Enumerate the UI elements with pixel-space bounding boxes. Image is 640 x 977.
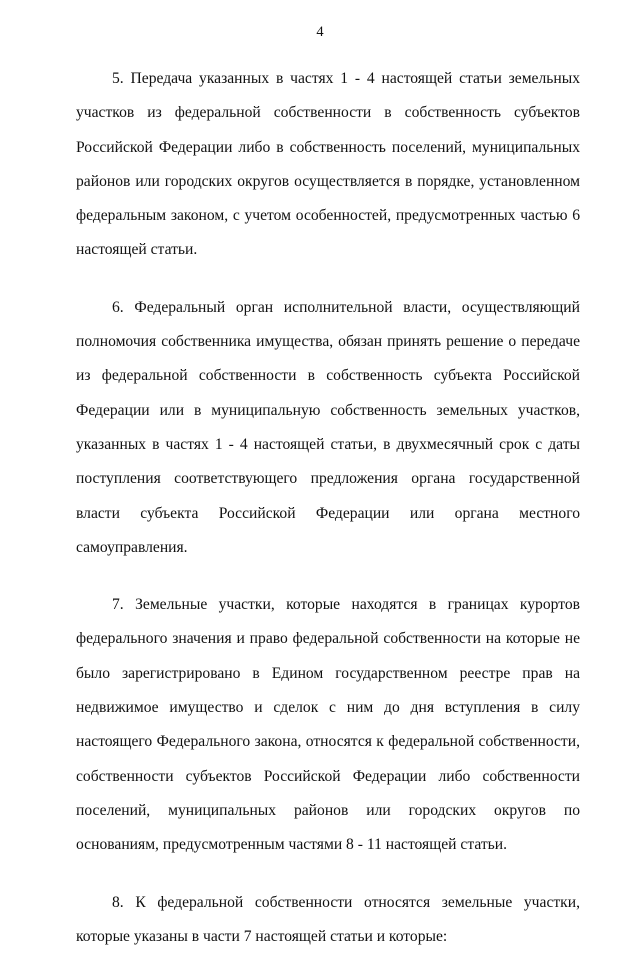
paragraph-8: 8. К федеральной собственности относятся земельные участки, которые указаны в части 7 настоящей статьи и которые:: [76, 893, 580, 945]
document-body: [76, 62, 580, 977]
paragraph-6: 6. Федеральный орган исполнительной власти, осуществляющий полномочия собственника имущества, обязан принять решение о передаче из федеральной собственности в собственность субъекта Российской Федерации или в муниципальную собственность земельных участков, указанных в частях 1 - 4 настоящей статьи, в двухмесячный срок с даты поступления соответствующего предложения органа государственной власти субъекта Российской Федерации или органа местного самоуправления.: [76, 298, 580, 556]
paragraph-7: 7. Земельные участки, которые находятся в границах курортов федерального значения и право федеральной собственности на которые не было зарегистрировано в Едином государственном реестре прав на недвижимое имущество и сделок с ним до дня вступления в силу настоящего Федерального закона, относятся к федеральной собственности, собственности субъектов Российской Федерации либо собственности поселений, муниципальных районов или городских округов по основаниям, предусмотренным частями 8 - 11 настоящей статьи.: [76, 596, 580, 854]
page-number: 4: [316, 24, 324, 40]
paragraph-5: 5. Передача указанных в частях 1 - 4 настоящей статьи земельных участков из федеральной собственности в собственность субъектов Российской Федерации либо в собственность поселений, муниципальных районов или городских округов осуществляется в порядке, установленном федеральным законом, с учетом особенностей, предусмотренных частью 6 настоящей статьи.: [76, 70, 580, 259]
